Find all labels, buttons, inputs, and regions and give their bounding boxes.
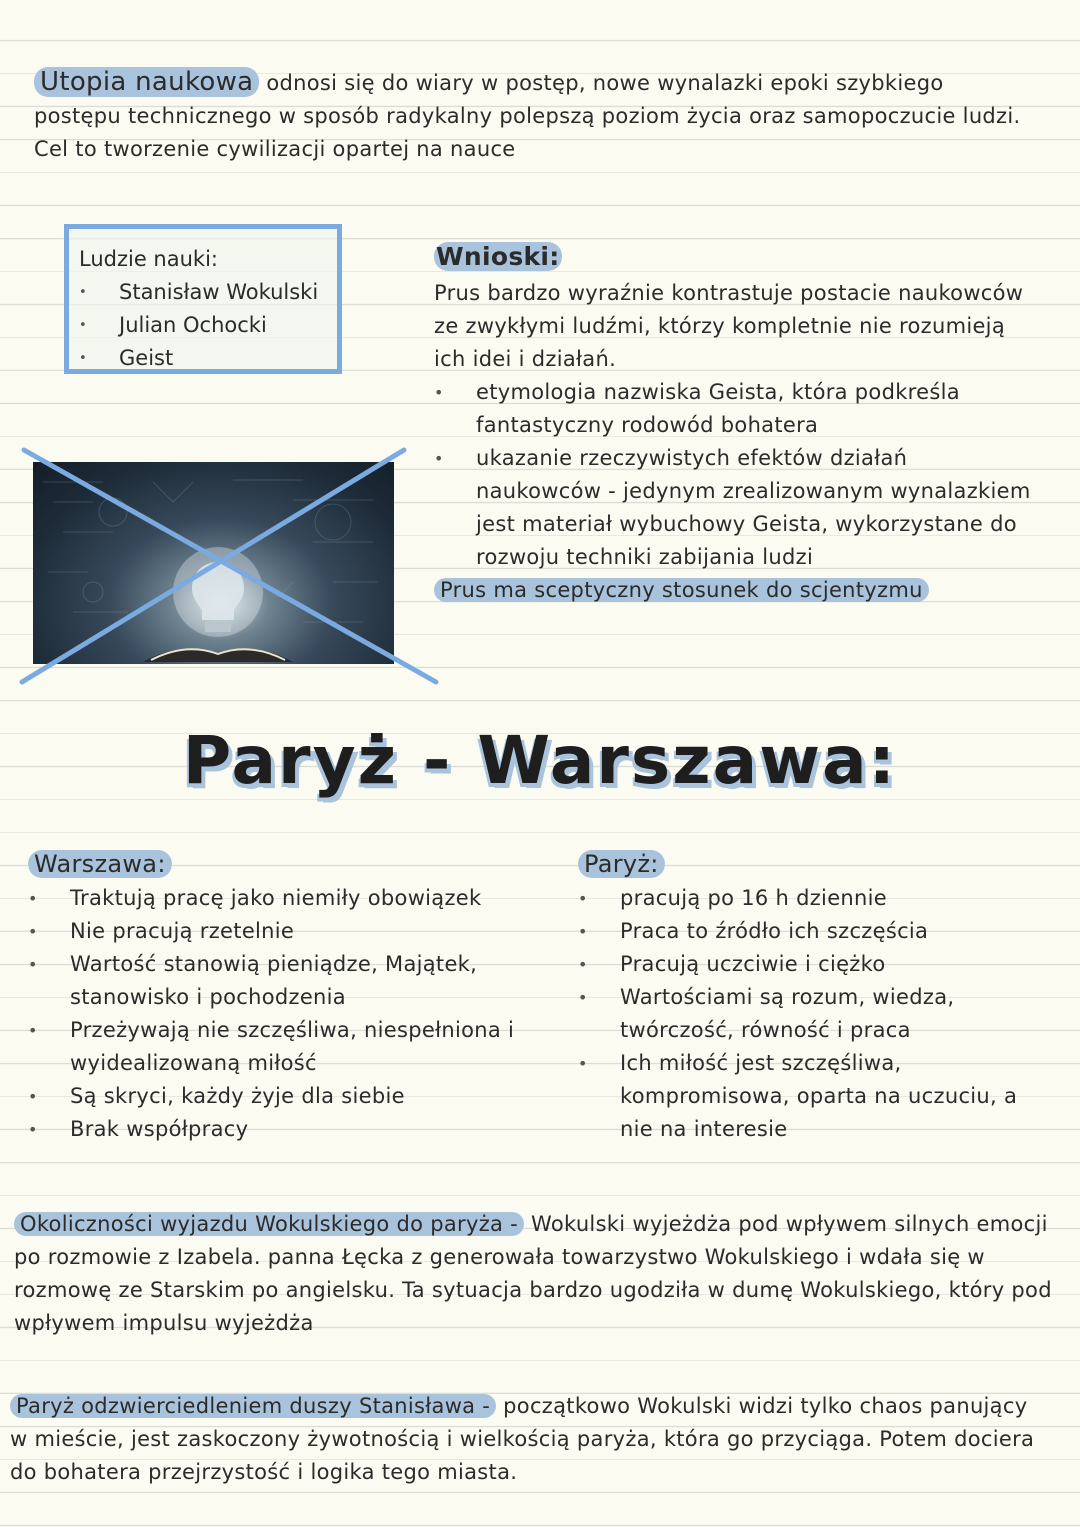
- paryz-section: [578, 848, 1048, 1146]
- conclusions-section: [434, 240, 1034, 607]
- paris-soul-text: początkowo Wokulski widzi tylko chaos panujący w mieście, jest zaskoczony żywotnością i wielkością paryża, która go przyciąga. Potem dociera do bohatera przejrzystość i logika tego miasta.: [10, 1394, 1035, 1484]
- list-item: • Praca to źródło ich szczęścia: [578, 915, 1048, 948]
- paryz-list: [578, 882, 1048, 1146]
- departure-text: Wokulski wyjeżdża pod wpływem silnych emocji po rozmowie z Izabela. panna Łęcka z generowała towarzystwo Wokulskiego i wdała się w rozmowę ze Starskim po angielsku. Ta sytuacja bardzo ugodziła w dumę Wokulskiego, który pod wpływem impulsu wyjeżdża: [14, 1212, 1052, 1335]
- warszawa-heading: Warszawa:: [28, 850, 172, 878]
- list-item: • Brak współpracy: [28, 1113, 528, 1146]
- page-title-text: Paryż - Warszawa:: [182, 722, 898, 799]
- list-item: • etymologia nazwiska Geista, która podkreśla fantastyczny rodowód bohatera: [434, 376, 1034, 442]
- list-item: • Geist: [79, 342, 337, 375]
- departure-paragraph: [14, 1208, 1064, 1340]
- scientists-box: [64, 224, 342, 374]
- list-item: • Wartość stanowią pieniądze, Majątek, stanowisko i pochodzenia: [28, 948, 528, 1014]
- list-item: • Przeżywają nie szczęśliwa, niespełniona i wyidealizowaną miłość: [28, 1014, 528, 1080]
- list-item: • Stanisław Wokulski: [79, 276, 337, 309]
- warszawa-section: [28, 848, 528, 1146]
- utopia-term: Utopia naukowa: [34, 67, 259, 97]
- departure-term: Okoliczności wyjazdu Wokulskiego do paryża -: [14, 1212, 524, 1236]
- page-title: [0, 722, 1080, 799]
- list-item: • Są skryci, każdy żyje dla siebie: [28, 1080, 528, 1113]
- scientists-list: [79, 276, 337, 375]
- paris-soul-term: Paryż odzwierciedleniem duszy Stanisława -: [10, 1394, 496, 1418]
- paryz-heading: Paryż:: [578, 850, 665, 878]
- utopia-text: odnosi się do wiary w postęp, nowe wynalazki epoki szybkiego postępu technicznego w sposób radykalny polepszą poziom życia oraz samopoczucie ludzi. Cel to tworzenie cywilizacji opartej na nauce: [34, 71, 1021, 161]
- cross-out-mark: [0, 440, 450, 690]
- list-item: • pracują po 16 h dziennie: [578, 882, 1048, 915]
- scientists-title: Ludzie nauki:: [79, 247, 218, 271]
- list-item: • ukazanie rzeczywistych efektów działań naukowców - jedynym zrealizowanym wynalazkiem jest materiał wybuchowy Geista, wykorzystane do rozwoju techniki zabijania ludzi: [434, 442, 1034, 574]
- list-item: • Pracują uczciwie i ciężko: [578, 948, 1048, 981]
- utopia-paragraph: [34, 66, 1024, 166]
- list-item: • Traktują pracę jako niemiły obowiązek: [28, 882, 528, 915]
- conclusions-summary: Prus ma sceptyczny stosunek do scjentyzmu: [434, 578, 929, 602]
- conclusions-intro: Prus bardzo wyraźnie kontrastuje postacie naukowców ze zwykłymi ludźmi, którzy kompletnie nie rozumieją ich idei i działań.: [434, 281, 1024, 371]
- list-item: • Wartościami są rozum, wiedza, twórczość, równość i praca: [578, 981, 1048, 1047]
- list-item: • Ich miłość jest szczęśliwa, kompromisowa, oparta na uczuciu, a nie na interesie: [578, 1047, 1048, 1146]
- conclusions-heading: Wnioski:: [436, 242, 560, 271]
- conclusions-list: [434, 376, 1034, 574]
- list-item: • Nie pracują rzetelnie: [28, 915, 528, 948]
- paris-soul-paragraph: [10, 1390, 1050, 1489]
- list-item: • Julian Ochocki: [79, 309, 337, 342]
- warszawa-list: [28, 882, 528, 1146]
